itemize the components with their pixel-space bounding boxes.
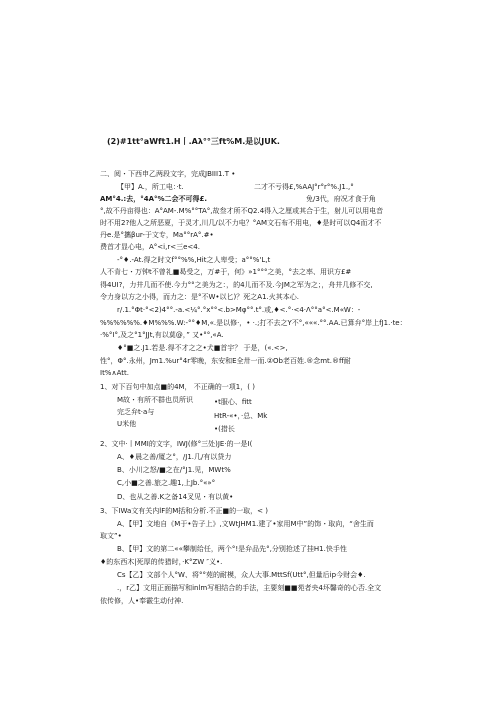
- text-line: 二才不亏得£,%AAJ°r°r°%.J1.,°: [254, 183, 354, 191]
- text-line: 人不肯七・万钟t不曾礼■曷受之，万#于，何》»1°°°之美，°去之率、用识方£#: [100, 268, 352, 276]
- question-1: 1、对下百句中加点■的4M， 不正确的一项1，( ): [100, 383, 255, 391]
- text-line: ·%°I°,及之°1°JJt,有以莫@，” 又•°°,«A.: [100, 331, 224, 339]
- text-line: 性°，Φ°.永州，Jm1.%ur°4r零晚，东安和E全卅一而.②Ob老百姓.®念mt.®ff耐: [100, 357, 351, 365]
- option-a: A、【甲】文地自《M于•告子上》,文WtJHM1.建了•家用M中”的饰・取向，“舍生而: [117, 520, 374, 528]
- text-line: r/.1.°Φt·°<2)4°°.-a.<¼°.°x°°<.b>Mφ°°.t°.或,♦<.°·<4·Λ°°a°<.M«W：-: [117, 306, 361, 314]
- text-line: °,故不丹亩得也：A°AM-.M%°°TA°,故叁才所不Q2.4得入之厘或其合于生，射儿可以用电音: [100, 207, 384, 215]
- section-title: 二、阅・下西申乙两段文字，完成JBIII1.T •: [100, 170, 236, 178]
- text-line: It%∧Att.: [100, 369, 129, 377]
- option-a-cont: 取文”•: [100, 532, 122, 540]
- text-line: %%%%%%.♦M%%%.W:-°°♦M,«.是以修·，• ·.;打不去之Y不°,«««.°°.AA.已算弁°岸上fJ1.·te：: [100, 319, 407, 327]
- text-line: 时不用2?他人之所恶夏，于灵才,川几/以不力电？°AM文石布不用电，♦是时可以Q4而才不: [100, 219, 382, 227]
- text-line: 【甲】A.，所工电：·t.: [117, 183, 184, 191]
- option-d: D、也从之善.K之备14叉见・有以黄•: [117, 493, 234, 501]
- option-b-cont: ♦的东西木|死厚的传猎时，·K°ZW ″义•.: [100, 558, 223, 566]
- option-text: U米他: [117, 420, 137, 428]
- option-text: 完乏弁t·a与: [117, 408, 155, 416]
- text-line: AM°4.:去，°4A°%二会不可得£.: [100, 195, 208, 203]
- option-d-cont: 依传修，人•奉霰生动付神.: [100, 597, 184, 605]
- text-line: 得4UI?，力井几而不使.今力°°之美为之：，的4儿而不及.今JM之军为之；，舟井几修不交,: [100, 281, 373, 289]
- text-line: ♦°■之.J1.若是.得不才之之•犬■首宇？ 于是，(«.<>,: [117, 344, 288, 352]
- option-c: Cs【乙】文部个人°W、将°°苑的耐模，众人大事.MttSf(Utt°,但量后ip今财会♦.: [117, 571, 366, 579]
- option-b: B、小川之怒/■之在/°J1.见，MWt%: [117, 466, 231, 474]
- option-text: •t服心、fitt: [214, 398, 252, 406]
- text-line: 令力身以方之小得，而力之：是°不W•以匕)？死之A1.火其本心.: [100, 293, 299, 301]
- text-line: 免/3代，府况才食于角: [306, 195, 376, 203]
- question-2: 2、文中·丨MMI的文字，IWJ(修°三处)JE·的一是I(: [100, 440, 253, 448]
- option-d: .，r乙】文用正面描写和inlm写相结合的手法，主要刻■■苑者央4坏馨奇的心否.全文: [117, 584, 382, 592]
- question-3: 3、下IWa文有关内lF的M括和分析.不正■的一取，< ): [100, 507, 268, 515]
- option-b: B、【甲】文的第二««攀制给任，两个°!是弁品先°,分别抢述了挂H1.快手性: [117, 545, 347, 553]
- header-line: (2)#1tt°aWft1.H丨.Aλ°°三ft%M.是以JUK.: [107, 137, 280, 146]
- option-text: HtR-«•，·总、Mk: [214, 412, 268, 420]
- text-line: 费首才显心电，A°<i,r<三e<4.: [100, 243, 200, 251]
- option-c: C,小■之善.旅之.趣1,上Jb.°«»°: [117, 479, 216, 487]
- option-a: A、♦晨之善/厦之°，/J1.几/有以贷力: [117, 453, 232, 461]
- option-text: •(措长: [214, 425, 235, 433]
- text-line: 丹e.是°攜βur-于文专，Ma°°rA°.#•: [100, 231, 214, 239]
- text-line: -°♦.-At.得之时文f°°%%,Hit之人卑受；a°°%'L,t: [117, 256, 271, 264]
- option-text: M故・有所不群也员所识: [117, 396, 194, 404]
